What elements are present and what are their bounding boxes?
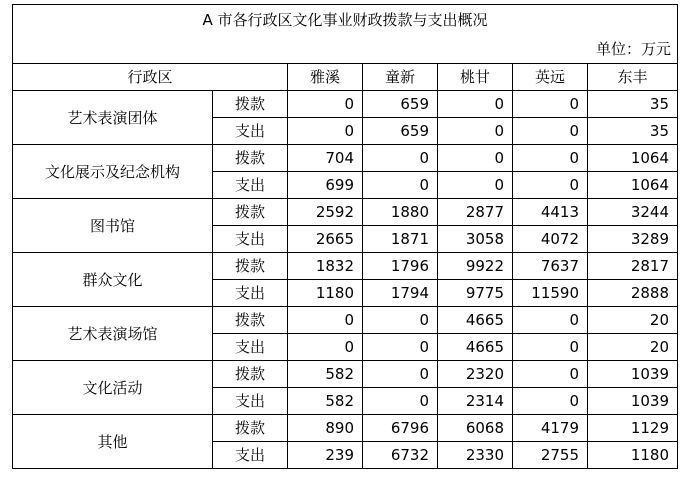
value-cell: 699 xyxy=(288,172,363,199)
value-cell: 659 xyxy=(363,118,438,145)
value-cell: 4665 xyxy=(438,334,513,361)
value-cell: 6068 xyxy=(438,415,513,442)
value-cell: 1064 xyxy=(588,145,678,172)
value-cell: 1064 xyxy=(588,172,678,199)
value-cell: 0 xyxy=(288,307,363,334)
value-cell: 1871 xyxy=(363,226,438,253)
header-row xyxy=(13,64,678,91)
value-cell: 2330 xyxy=(438,442,513,469)
value-cell: 4179 xyxy=(513,415,588,442)
category-cell: 艺术表演团体 xyxy=(13,91,213,145)
type-cell: 支出 xyxy=(213,118,288,145)
table-row xyxy=(13,253,678,280)
type-cell: 支出 xyxy=(213,442,288,469)
type-cell: 拨款 xyxy=(213,415,288,442)
value-cell: 3058 xyxy=(438,226,513,253)
value-cell: 0 xyxy=(363,172,438,199)
value-cell: 6732 xyxy=(363,442,438,469)
value-cell: 1796 xyxy=(363,253,438,280)
type-cell: 拨款 xyxy=(213,253,288,280)
category-cell: 图书馆 xyxy=(13,199,213,253)
value-cell: 0 xyxy=(513,145,588,172)
value-cell: 0 xyxy=(288,118,363,145)
table-row xyxy=(13,91,678,118)
value-cell: 9775 xyxy=(438,280,513,307)
table-row xyxy=(13,199,678,226)
value-cell: 239 xyxy=(288,442,363,469)
value-cell: 0 xyxy=(438,172,513,199)
finance-table xyxy=(12,4,678,469)
category-cell: 文化活动 xyxy=(13,361,213,415)
value-cell: 35 xyxy=(588,118,678,145)
type-cell: 拨款 xyxy=(213,307,288,334)
value-cell: 0 xyxy=(513,388,588,415)
header-district-corner: 行政区 xyxy=(13,64,288,91)
type-cell: 支出 xyxy=(213,280,288,307)
value-cell: 0 xyxy=(288,91,363,118)
type-cell: 拨款 xyxy=(213,361,288,388)
value-cell: 582 xyxy=(288,388,363,415)
unit-label: 单位：万元 xyxy=(13,35,678,64)
header-district: 雅溪 xyxy=(288,64,363,91)
value-cell: 1039 xyxy=(588,388,678,415)
value-cell: 0 xyxy=(363,388,438,415)
value-cell: 0 xyxy=(363,361,438,388)
value-cell: 1129 xyxy=(588,415,678,442)
type-cell: 拨款 xyxy=(213,199,288,226)
category-cell: 其他 xyxy=(13,415,213,469)
type-cell: 支出 xyxy=(213,334,288,361)
value-cell: 890 xyxy=(288,415,363,442)
type-cell: 拨款 xyxy=(213,145,288,172)
header-district: 英远 xyxy=(513,64,588,91)
type-cell: 支出 xyxy=(213,172,288,199)
value-cell: 4072 xyxy=(513,226,588,253)
value-cell: 659 xyxy=(363,91,438,118)
value-cell: 582 xyxy=(288,361,363,388)
value-cell: 1832 xyxy=(288,253,363,280)
value-cell: 20 xyxy=(588,307,678,334)
value-cell: 0 xyxy=(288,334,363,361)
category-cell: 艺术表演场馆 xyxy=(13,307,213,361)
value-cell: 20 xyxy=(588,334,678,361)
table-row xyxy=(13,361,678,388)
value-cell: 0 xyxy=(513,307,588,334)
value-cell: 2755 xyxy=(513,442,588,469)
value-cell: 4413 xyxy=(513,199,588,226)
value-cell: 3244 xyxy=(588,199,678,226)
header-district: 东丰 xyxy=(588,64,678,91)
type-cell: 支出 xyxy=(213,226,288,253)
value-cell: 2888 xyxy=(588,280,678,307)
table-title: A 市各行政区文化事业财政拨款与支出概况 xyxy=(13,5,678,36)
value-cell: 704 xyxy=(288,145,363,172)
value-cell: 7637 xyxy=(513,253,588,280)
value-cell: 0 xyxy=(513,91,588,118)
value-cell: 2817 xyxy=(588,253,678,280)
value-cell: 6796 xyxy=(363,415,438,442)
value-cell: 0 xyxy=(363,145,438,172)
value-cell: 1039 xyxy=(588,361,678,388)
category-cell: 文化展示及纪念机构 xyxy=(13,145,213,199)
value-cell: 0 xyxy=(363,334,438,361)
value-cell: 9922 xyxy=(438,253,513,280)
value-cell: 11590 xyxy=(513,280,588,307)
value-cell: 0 xyxy=(513,361,588,388)
value-cell: 2592 xyxy=(288,199,363,226)
value-cell: 4665 xyxy=(438,307,513,334)
value-cell: 0 xyxy=(438,91,513,118)
value-cell: 0 xyxy=(513,118,588,145)
type-cell: 支出 xyxy=(213,388,288,415)
value-cell: 2314 xyxy=(438,388,513,415)
type-cell: 拨款 xyxy=(213,91,288,118)
value-cell: 1180 xyxy=(288,280,363,307)
table-row xyxy=(13,145,678,172)
title-row xyxy=(13,5,678,36)
table-row xyxy=(13,307,678,334)
value-cell: 0 xyxy=(513,172,588,199)
value-cell: 0 xyxy=(513,334,588,361)
value-cell: 1880 xyxy=(363,199,438,226)
value-cell: 1794 xyxy=(363,280,438,307)
value-cell: 35 xyxy=(588,91,678,118)
value-cell: 2877 xyxy=(438,199,513,226)
header-district: 童新 xyxy=(363,64,438,91)
header-district: 桃甘 xyxy=(438,64,513,91)
value-cell: 1180 xyxy=(588,442,678,469)
value-cell: 2665 xyxy=(288,226,363,253)
category-cell: 群众文化 xyxy=(13,253,213,307)
value-cell: 2320 xyxy=(438,361,513,388)
value-cell: 0 xyxy=(438,145,513,172)
value-cell: 0 xyxy=(363,307,438,334)
value-cell: 0 xyxy=(438,118,513,145)
unit-row xyxy=(13,35,678,64)
table-row xyxy=(13,415,678,442)
value-cell: 3289 xyxy=(588,226,678,253)
